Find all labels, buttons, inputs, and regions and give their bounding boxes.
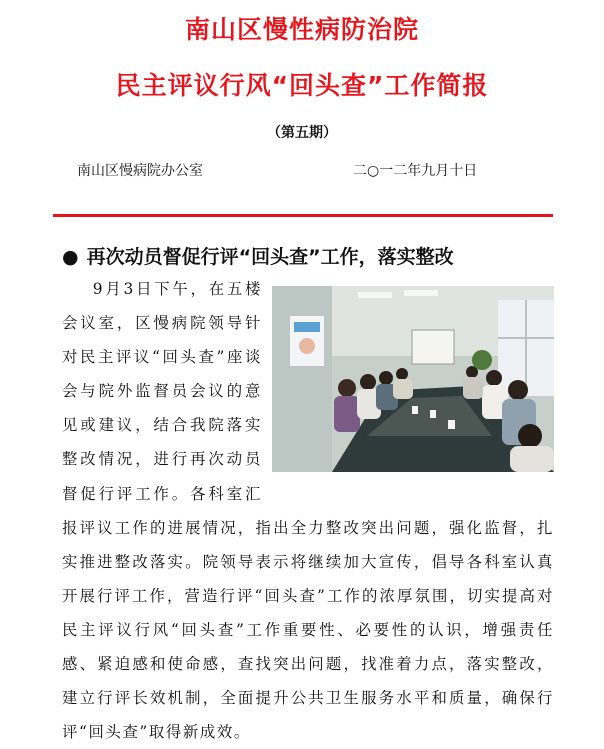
meeting-photo (272, 286, 554, 472)
issue-number: （第五期） (267, 125, 337, 141)
article-heading (62, 242, 454, 269)
bullet-icon: ● (62, 246, 79, 268)
meeting-photo-illustration (272, 286, 554, 472)
issue-date: 二○一二年九月十日 (353, 163, 478, 179)
bulletin-org-title: 南山区慢性病防治院 (184, 15, 419, 44)
bulletin-title: 民主评议行风“回头查”工作简报 (115, 71, 489, 100)
header-divider (53, 214, 553, 217)
issuing-office: 南山区慢病院办公室 (77, 163, 203, 179)
article-heading-text: 再次动员督促行评“回头查”工作，落实整改 (86, 246, 454, 268)
article-body-text: 9月3日下午，在五楼会议室，区慢病院领导针对民主评议“回头查”座谈会与院外监督员会议的意见或建议，结合我院落实整改情况，进行再次动员督促行评工作。各科室汇报评议工作的进展情况，指出全力整改突出问题，强化监督，扎实推进整改落实。院领导表示将继续加大宣传，倡导各科室认真开展行评工作，营造行评“回头查”工作的浓厚氛围，切实提高对民主评议行风“回头查”工作重要性、必要性的认识，增强责任感、紧迫感和使命感，查找突出问题，找准着力点，落实整改，建立行评长效机制，全面提升公共卫生服务水平和质量，确保行评“回头查”取得新成效。 (62, 280, 554, 742)
